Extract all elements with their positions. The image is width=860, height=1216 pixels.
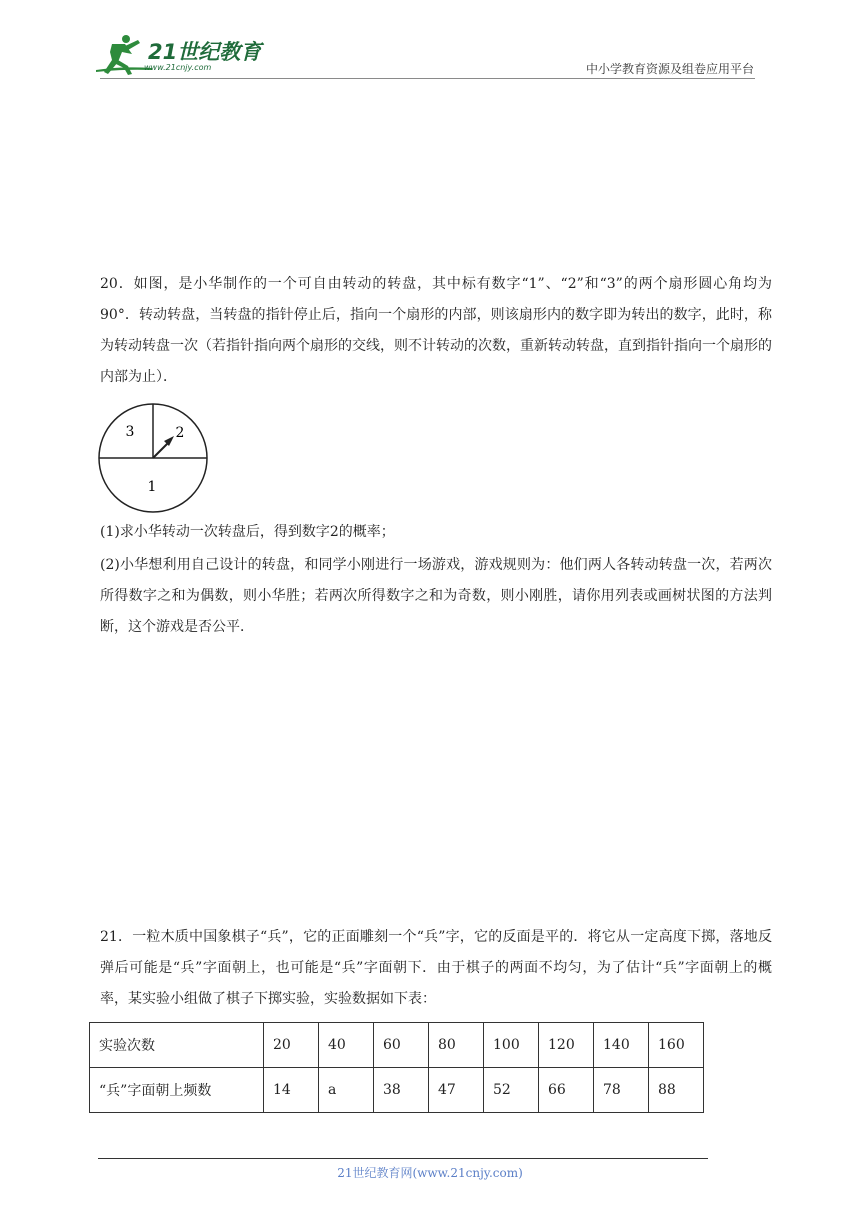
spinner-label-2: 2 xyxy=(175,425,185,441)
table-cell: a xyxy=(319,1068,374,1113)
experiment-table xyxy=(89,1022,704,1113)
table-cell: 140 xyxy=(594,1023,649,1068)
logo-text: 21世纪教育 xyxy=(148,40,262,64)
table-cell: 20 xyxy=(264,1023,319,1068)
table-cell: 52 xyxy=(484,1068,539,1113)
table-cell: 66 xyxy=(539,1068,594,1113)
table-row xyxy=(90,1068,704,1113)
question-20-part-2: (2)小华想利用自己设计的转盘，和同学小刚进行一场游戏，游戏规则为：他们两人各转动转盘一次，若两次所得数字之和为偶数，则小华胜；若两次所得数字之和为奇数，则小刚胜，请你用列表或画树状图的方法判断，这个游戏是否公平． xyxy=(100,557,772,635)
table-header-cell: 实验次数 xyxy=(90,1023,264,1068)
platform-label: 中小学教育资源及组卷应用平台 xyxy=(585,62,754,76)
question-21-stem: 21．一粒木质中国象棋子“兵”，它的正面雕刻一个“兵”字，它的反面是平的．将它从一定高度下掷，落地反弹后可能是“兵”字面朝上，也可能是“兵”字面朝下．由于棋子的两面不均匀，为了估计“兵”字面朝上的概率，某实验小组做了棋子下掷实验，实验数据如下表： xyxy=(100,929,772,1007)
header-divider xyxy=(100,78,755,79)
table-row xyxy=(90,1023,704,1068)
footer-link[interactable]: 21世纪教育网(www.21cnjy.com) xyxy=(337,1166,523,1180)
table-cell: 47 xyxy=(429,1068,484,1113)
table-cell: 88 xyxy=(649,1068,704,1113)
page-header xyxy=(0,0,860,80)
table-cell: 120 xyxy=(539,1023,594,1068)
table-cell: 60 xyxy=(374,1023,429,1068)
spinner-figure xyxy=(97,403,211,513)
table-header-cell: “兵”字面朝上频数 xyxy=(90,1068,264,1113)
table-cell: 14 xyxy=(264,1068,319,1113)
table-cell: 38 xyxy=(374,1068,429,1113)
table-cell: 40 xyxy=(319,1023,374,1068)
question-20-part-1: (1)求小华转动一次转盘后，得到数字2的概率； xyxy=(100,524,395,540)
spinner-label-3: 3 xyxy=(125,424,135,440)
logo-url: www.21cnjy.com xyxy=(144,63,212,72)
table-cell: 100 xyxy=(484,1023,539,1068)
footer-divider xyxy=(98,1158,708,1159)
spinner-label-1: 1 xyxy=(147,479,157,495)
table-cell: 78 xyxy=(594,1068,649,1113)
table-cell: 160 xyxy=(649,1023,704,1068)
question-20-stem: 20．如图，是小华制作的一个可自由转动的转盘，其中标有数字“1”、“2”和“3”的两个扇形圆心角均为90°．转动转盘，当转盘的指针停止后，指向一个扇形的内部，则该扇形内的数字即为转出的数字，此时，称为转动转盘一次（若指针指向两个扇形的交线，则不计转动的次数，重新转动转盘，直到指针指向一个扇形的内部为止）． xyxy=(100,276,772,385)
table-cell: 80 xyxy=(429,1023,484,1068)
